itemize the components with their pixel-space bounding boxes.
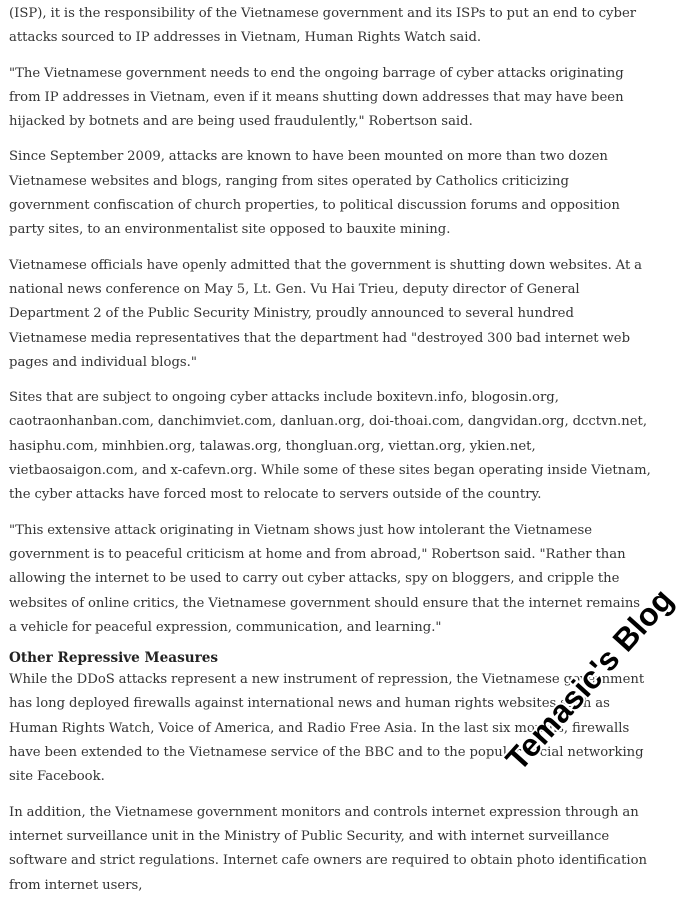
article-body	[9, 2, 651, 909]
paragraph-attacks-since-2009: Since September 2009, attacks are known to have been mounted on more than two dozen Vietnamese websites and blogs, ranging from sites operated by Catholics criticizing government confiscation of church properties, to political discussion forums and opposition party sites, to an environmentalist site opposed to bauxite mining.	[9, 149, 620, 238]
paragraph-isp-responsibility: (ISP), it is the responsibility of the Vietnamese government and its ISPs to put an end to cyber attacks sourced to IP addresses in Vietnam, Human Rights Watch said.	[9, 6, 637, 46]
paragraph-sites-list: Sites that are subject to ongoing cyber attacks include boxitevn.info, blogosin.org, caotraonhanban.com, danchimviet.com, danluan.org, doi-thoai.com, dangvidan.org, dcctvn.net, hasiphu.com, minhbien.org, talawas.org, thongluan.org, viettan.org, ykien.net, vietbaosaigon.com, and x-cafevn.org. While some of these sites began operating inside Vietnam, the cyber attacks have forced most to relocate to servers outside of the country.	[9, 390, 651, 503]
paragraph-officials-admitted: Vietnamese officials have openly admitted that the government is shutting down websites. At a national news conference on May 5, Lt. Gen. Vu Hai Trieu, deputy director of General Department 2 of the Public Security Ministry, proudly announced to several hundred Vietnamese media representatives that the department had "destroyed 300 bad internet web pages and individual blogs."	[9, 257, 643, 370]
section-heading: Other Repressive Measures	[9, 650, 219, 667]
paragraph-ddos-firewalls: While the DDoS attacks represent a new instrument of repression, the Vietnamese government has long deployed firewalls against international news and human rights websites such as Human Rights Watch, Voice of America, and Radio Free Asia. In the last six months, firewalls have been extended to the Vietnamese service of the BBC and to the popular social networking site Facebook.	[9, 672, 645, 785]
paragraph-robertson-quote-2: "This extensive attack originating in Vietnam shows just how intolerant the Vietnamese government is to peaceful criticism at home and from abroad," Robertson said. "Rather than allowing the internet to be used to carry out cyber attacks, spy on bloggers, and cripple the websites of online critics, the Vietnamese government should ensure that the internet remains a vehicle for peaceful expression, communication, and learning."	[9, 522, 641, 635]
paragraph-robertson-quote-1: "The Vietnamese government needs to end the ongoing barrage of cyber attacks originating from IP addresses in Vietnam, even if it means shutting down addresses that may have been hijacked by botnets and are being used fraudulently," Robertson said.	[9, 65, 624, 130]
paragraph-surveillance: In addition, the Vietnamese government monitors and controls internet expression through an internet surveillance unit in the Ministry of Public Security, and with internet surveillance software and strict regulations. Internet cafe owners are required to obtain photo identification from internet users,	[9, 804, 648, 893]
watermark-text: Temasic's Blog	[498, 581, 680, 778]
